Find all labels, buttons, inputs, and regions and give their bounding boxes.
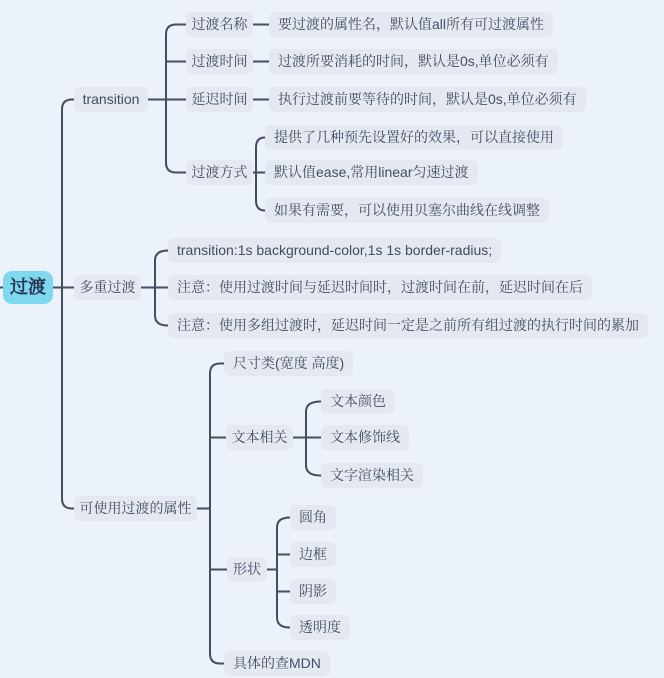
node-prop-size[interactable]: 尺寸类(宽度 高度) <box>224 351 353 376</box>
node-properties[interactable]: 可使用过渡的属性 <box>74 496 197 521</box>
note-timing-ease[interactable]: 默认值ease,常用linear匀速过渡 <box>265 160 478 185</box>
node-prop-mdn[interactable]: 具体的查MDN <box>224 651 330 676</box>
node-transition-timing[interactable]: 过渡方式 <box>186 160 253 185</box>
node-transition[interactable]: transition <box>74 87 148 112</box>
edge-shape-rail <box>277 518 290 628</box>
node-multiple[interactable]: 多重过渡 <box>74 275 141 300</box>
node-shape-border[interactable]: 边框 <box>290 542 336 567</box>
node-text-decoration[interactable]: 文本修饰线 <box>321 425 409 450</box>
node-shape-shadow[interactable]: 阴影 <box>290 579 336 604</box>
note-timing-presets[interactable]: 提供了几种预先设置好的效果，可以直接使用 <box>265 125 563 150</box>
note-timing-bezier[interactable]: 如果有需要，可以使用贝塞尔曲线在线调整 <box>265 198 549 223</box>
note-multiple-order[interactable]: 注意：使用过渡时间与延迟时间时，过渡时间在前，延迟时间在后 <box>168 275 592 300</box>
edge-main-trunk <box>62 100 74 509</box>
note-multiple-accumulate[interactable]: 注意：使用多组过渡时，延迟时间一定是之前所有组过渡的执行时间的累加 <box>168 313 648 338</box>
node-transition-name[interactable]: 过渡名称 <box>186 12 253 37</box>
note-multiple-syntax[interactable]: transition:1s background-color,1s 1s border-radius; <box>168 238 501 263</box>
node-text-rendering[interactable]: 文字渲染相关 <box>321 463 423 488</box>
node-root[interactable]: 过渡 <box>3 271 53 304</box>
node-prop-text[interactable]: 文本相关 <box>226 425 293 450</box>
node-shape-radius[interactable]: 圆角 <box>290 505 336 530</box>
note-transition-delay[interactable]: 执行过渡前要等待的时间，默认是0s,单位必须有 <box>269 87 586 112</box>
edge-properties-rail <box>210 364 224 664</box>
node-shape-opacity[interactable]: 透明度 <box>290 615 350 640</box>
note-transition-name[interactable]: 要过渡的属性名，默认值all所有可过渡属性 <box>269 12 553 37</box>
edge-timing-rail <box>256 138 265 211</box>
node-prop-shape[interactable]: 形状 <box>227 557 267 582</box>
node-text-color[interactable]: 文本颜色 <box>321 389 395 414</box>
note-transition-duration[interactable]: 过渡所要消耗的时间，默认是0s,单位必须有 <box>269 49 558 74</box>
node-transition-duration[interactable]: 过渡时间 <box>186 49 253 74</box>
node-transition-delay[interactable]: 延迟时间 <box>186 87 253 112</box>
